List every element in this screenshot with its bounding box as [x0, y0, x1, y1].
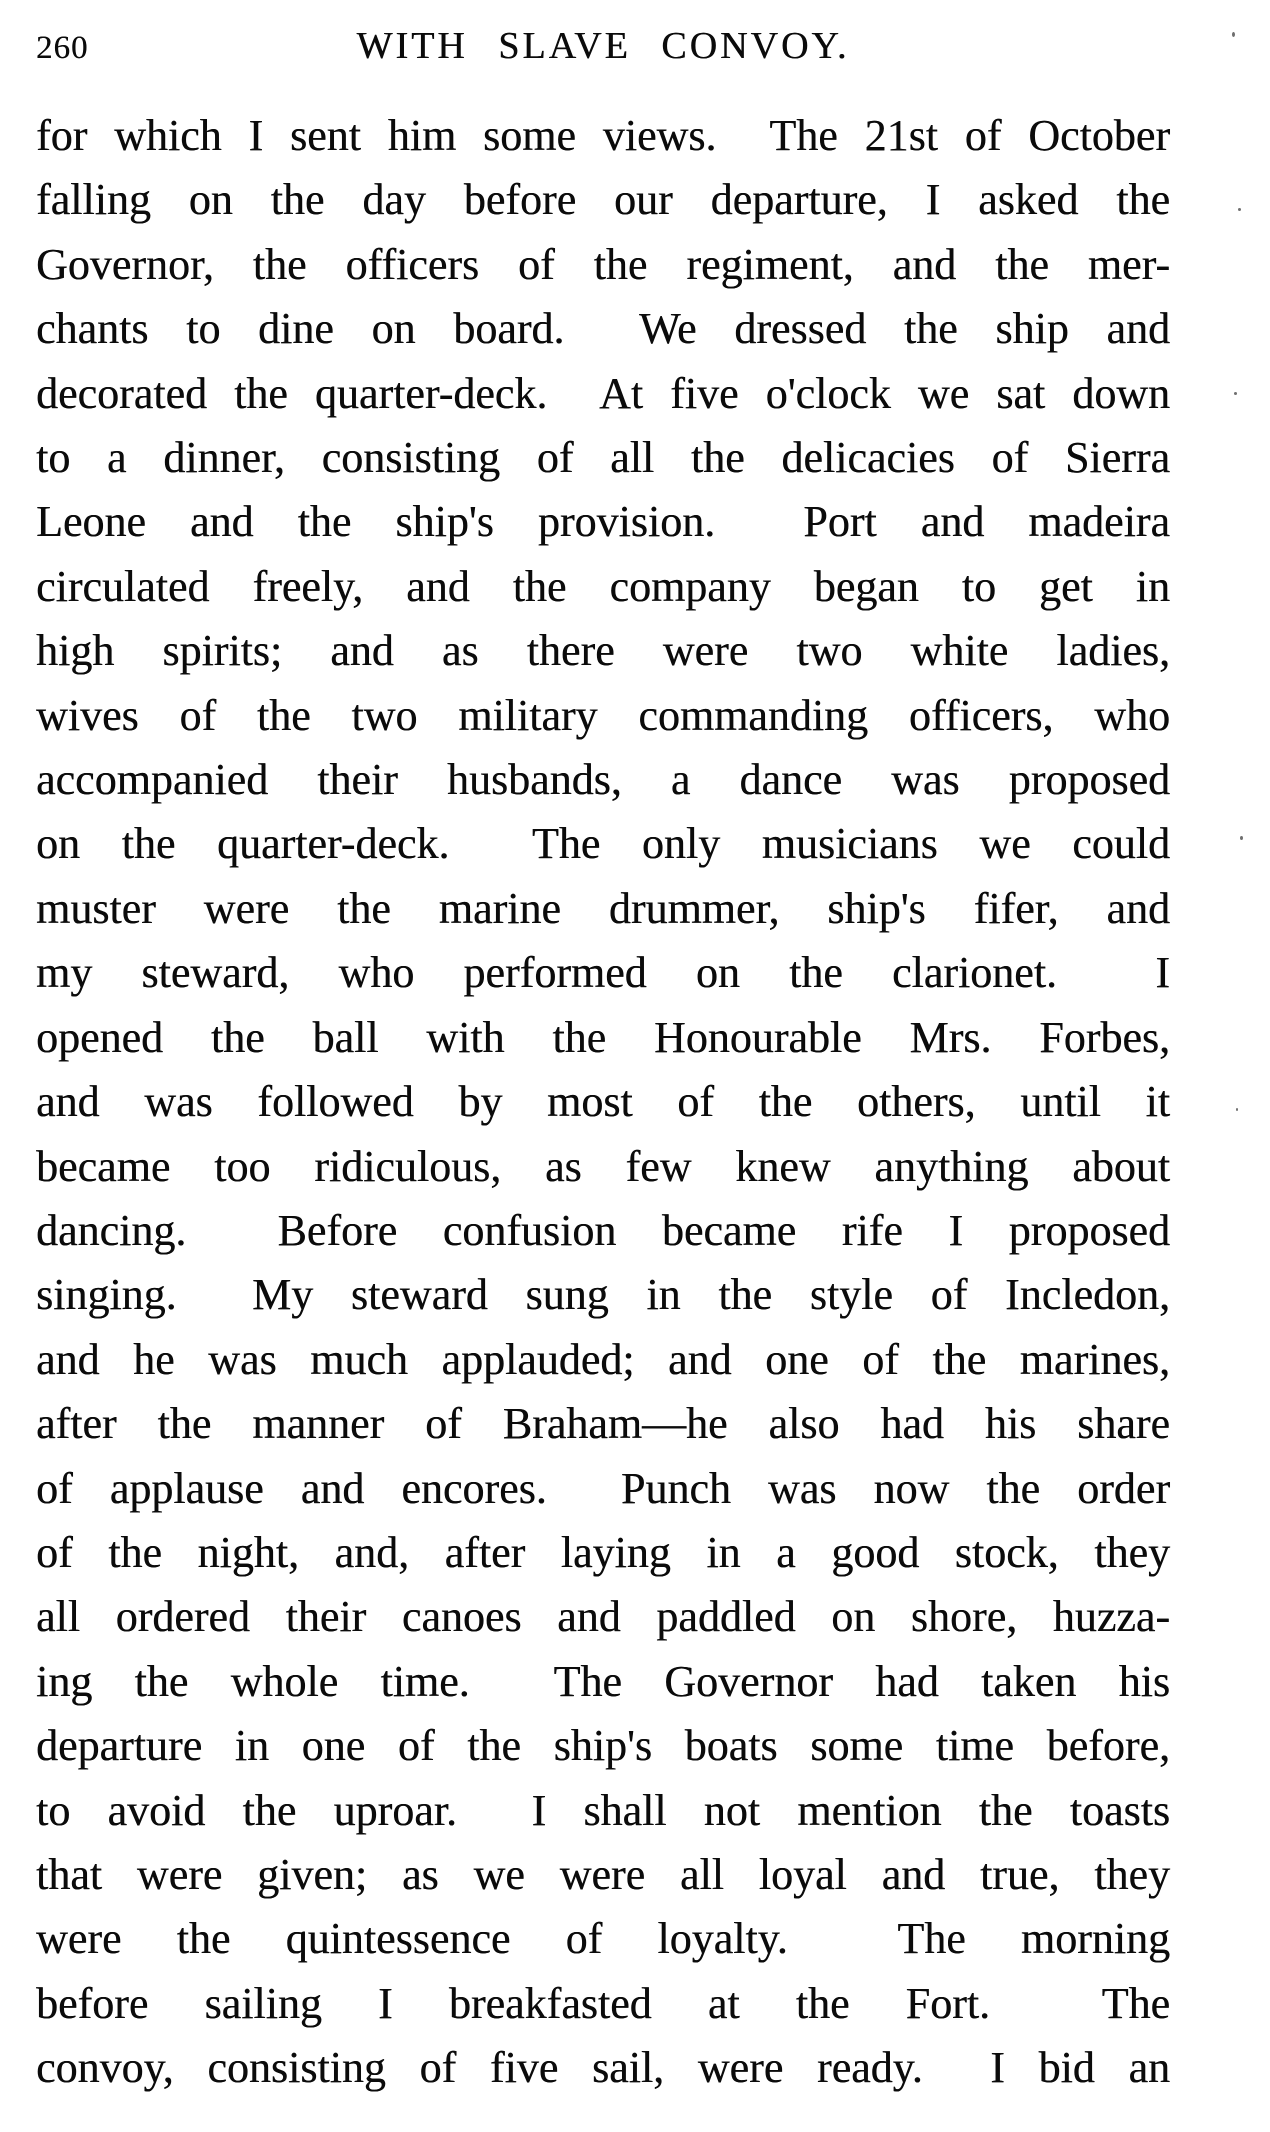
text-line: of applause and encores. Punch was now the order	[36, 1463, 1170, 1513]
text-line: that were given; as we were all loyal and true, they	[36, 1849, 1170, 1899]
text-line: dancing. Before confusion became rife I proposed	[36, 1205, 1170, 1255]
text-line: Leone and the ship's provision. Port and madeira	[36, 497, 1170, 547]
scan-speck	[1238, 208, 1241, 211]
text-line: to avoid the uproar. I shall not mention the toasts	[36, 1785, 1170, 1835]
text-line: circulated freely, and the company began to get in	[36, 561, 1170, 611]
text-line: before sailing I breakfasted at the Fort. The	[36, 1978, 1170, 2028]
running-title: WITH SLAVE CONVOY.	[356, 25, 850, 67]
text-line: accompanied their husbands, a dance was proposed	[36, 755, 1170, 805]
text-line: falling on the day before our departure, I asked the	[36, 175, 1170, 225]
body-text	[36, 104, 1170, 2101]
text-line: on the quarter-deck. The only musicians we could	[36, 819, 1170, 869]
text-line: high spirits; and as there were two white ladies,	[36, 626, 1170, 676]
scan-speck	[1236, 1108, 1238, 1111]
text-line: singing. My steward sung in the style of Incledon,	[36, 1270, 1170, 1320]
text-column	[36, 0, 1170, 2101]
text-line: convoy, consisting of five sail, were ready. I bid an	[36, 2043, 1170, 2093]
text-line: muster were the marine drummer, ship's fifer, and	[36, 883, 1170, 933]
text-line: became too ridiculous, as few knew anything about	[36, 1141, 1170, 1191]
text-line: Governor, the officers of the regiment, and the mer-	[36, 239, 1170, 289]
text-line: to a dinner, consisting of all the delicacies of Sierra	[36, 433, 1170, 483]
text-line: wives of the two military commanding officers, who	[36, 690, 1170, 740]
text-line: departure in one of the ship's boats some time before,	[36, 1721, 1170, 1771]
text-line: decorated the quarter-deck. At five o'clock we sat down	[36, 368, 1170, 418]
text-line: all ordered their canoes and paddled on shore, huzza-	[36, 1592, 1170, 1642]
scan-speck	[1240, 836, 1243, 840]
text-line: chants to dine on board. We dressed the ship and	[36, 304, 1170, 354]
text-line: opened the ball with the Honourable Mrs. Forbes,	[36, 1012, 1170, 1062]
running-head	[36, 24, 1170, 72]
scan-speck	[1234, 392, 1237, 395]
page-number: 260	[36, 30, 89, 66]
text-line: and he was much applauded; and one of the marines,	[36, 1334, 1170, 1384]
scan-speck	[1232, 32, 1235, 37]
text-line: after the manner of Braham—he also had his share	[36, 1399, 1170, 1449]
text-line: my steward, who performed on the clarionet. I	[36, 948, 1170, 998]
text-line: for which I sent him some views. The 21st of October	[36, 111, 1170, 160]
text-line: of the night, and, after laying in a good stock, they	[36, 1527, 1170, 1577]
text-line: and was followed by most of the others, until it	[36, 1077, 1170, 1127]
text-line: ing the whole time. The Governor had taken his	[36, 1656, 1170, 1706]
text-line: were the quintessence of loyalty. The morning	[36, 1914, 1170, 1964]
